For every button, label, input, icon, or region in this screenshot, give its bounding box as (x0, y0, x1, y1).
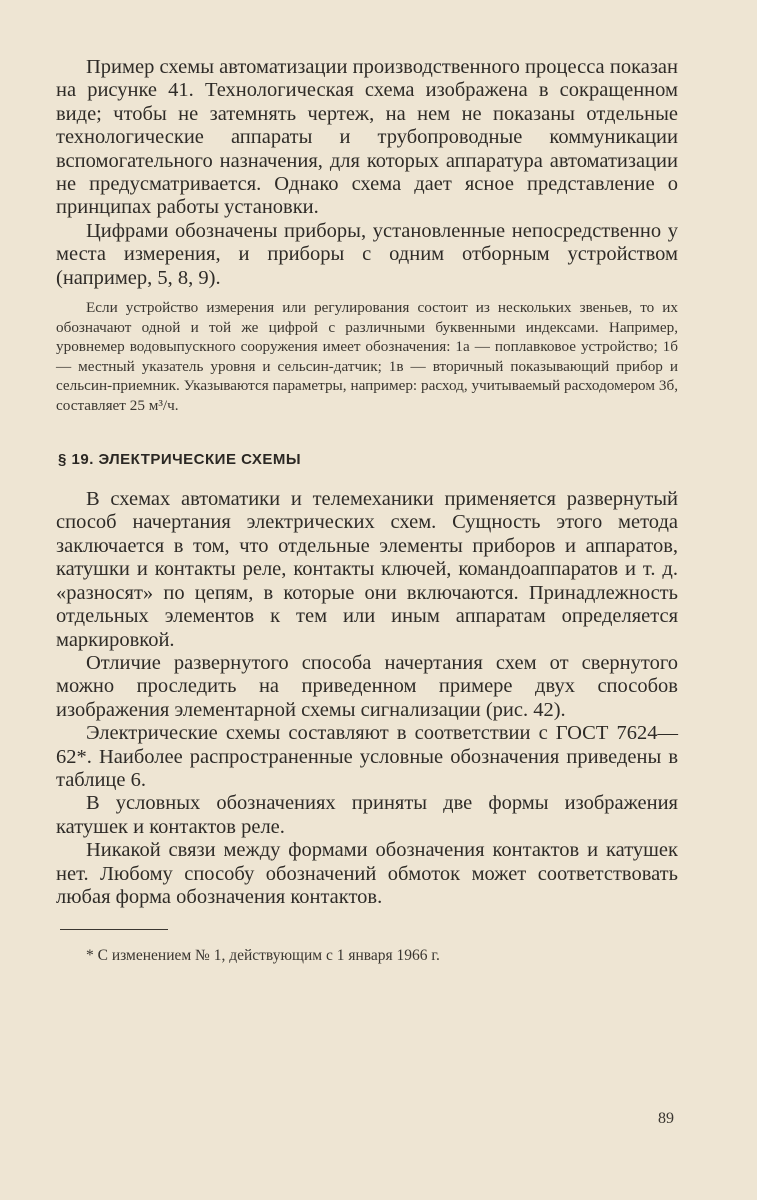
page-number: 89 (658, 1110, 674, 1127)
paragraph-instrument-numbers: Цифрами обозначены приборы, установленные непосредственно у места измерения, и приборы с одним отборным устройством (например, 5, 8, 9). (56, 219, 678, 289)
section-heading: § 19. ЭЛЕКТРИЧЕСКИЕ СХЕМЫ (58, 451, 302, 469)
page-body (56, 56, 678, 966)
paragraph-expanded-method: В схемах автоматики и телемеханики применяется развернутый способ начертания электрических схем. Сущность этого метода заключается в том, что отдельные элементы приборов и аппаратов, катушки и контакты реле, контакты ключей, командоаппаратов и т. д. «разносят» по цепям, в которые они включаются. Принадлежность отдельных элементов к тем или иным аппаратам определяется маркировкой. (56, 488, 678, 651)
footnote: * С изменением № 1, действующим с 1 января 1966 г. (86, 947, 440, 965)
paragraph-two-forms: В условных обозначениях приняты две формы изображения катушек и контактов реле. (56, 792, 678, 838)
note-paragraph-indices: Если устройство измерения или регулирования состоит из нескольких звеньев, то их обозначают одной и той же цифрой с различными буквенными индексами. Например, уровнемер водовыпускного сооружения имеет обозначения: 1а — поплавковое устройство; 1б — местный указатель уровня и сельсин-датчик; 1в — вторичный показывающий прибор и сельсин-приемник. Указываются параметры, например: расход, учитываемый расходомером 3б, составляет 25 м³/ч. (56, 299, 678, 414)
footnote-divider (60, 929, 168, 930)
paragraph-no-relation: Никакой связи между формами обозначения контактов и катушек нет. Любому способу обозначений обмоток может соответствовать любая форма обозначения контактов. (56, 839, 678, 908)
paragraph-automation-example: Пример схемы автоматизации производственного процесса показан на рисунке 41. Технологическая схема изображена в сокращенном виде; чтобы не затемнять чертеж, на нем не показаны отдельные технологические аппараты и трубопроводные коммуникации вспомогательного назначения, для которых аппаратура автоматизации не предусматривается. Однако схема дает ясное представление о принципах работы установки. (56, 56, 678, 219)
paragraph-expanded-vs-collapsed: Отличие развернутого способа начертания схем от свернутого можно проследить на приведенном примере двух способов изображения элементарной схемы сигнализации (рис. 42). (56, 651, 678, 721)
paragraph-gost-standard: Электрические схемы составляют в соответствии с ГОСТ 7624—62*. Наиболее распространенные условные обозначения приведены в таблице 6. (56, 722, 678, 791)
